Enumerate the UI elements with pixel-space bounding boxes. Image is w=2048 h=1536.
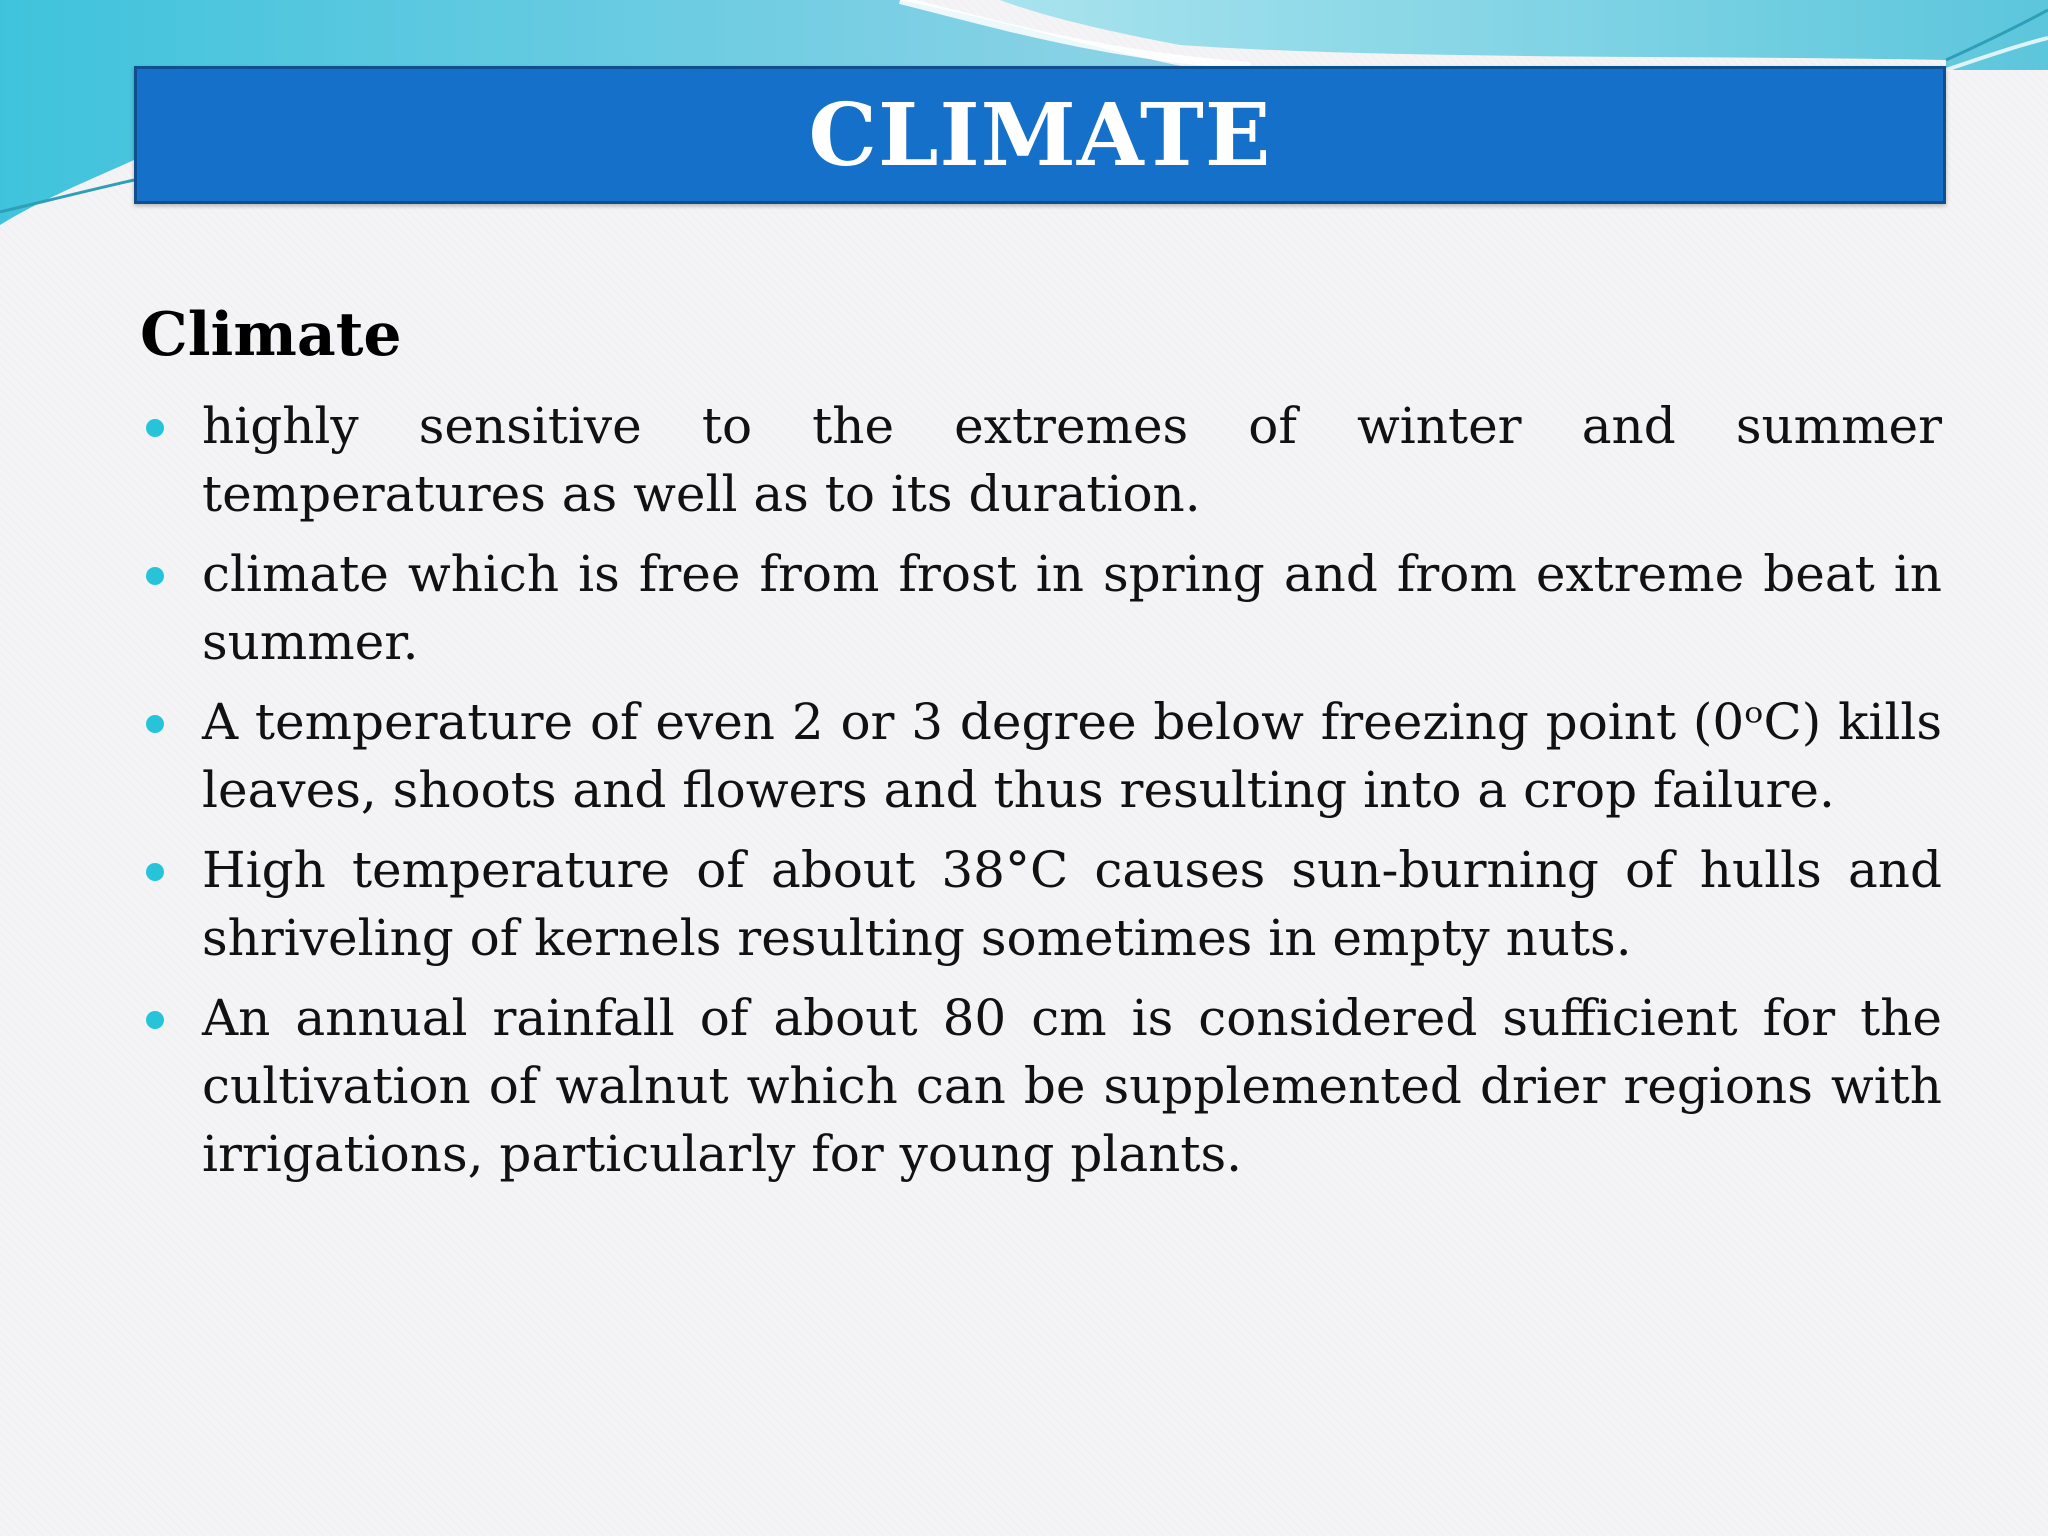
section-heading: Climate <box>140 300 402 370</box>
bullet-dot-icon <box>146 863 164 881</box>
bullet-text: A temperature of even 2 or 3 degree below freezing point (0ᵒC) kills leaves, shoots and flowers and thus resulting into a crop failure. <box>202 693 1942 819</box>
slide-title: CLIMATE <box>808 84 1272 186</box>
list-item <box>140 540 1942 676</box>
title-bar <box>134 66 1946 204</box>
list-item <box>140 836 1942 972</box>
bullet-text: High temperature of about 38°C causes sun-burning of hulls and shriveling of kernels resulting sometimes in empty nuts. <box>202 841 1942 967</box>
bullet-dot-icon <box>146 1011 164 1029</box>
list-item <box>140 688 1942 824</box>
bullet-text: climate which is free from frost in spring and from extreme beat in summer. <box>202 545 1942 671</box>
bullet-list <box>140 392 1942 1200</box>
bullet-dot-icon <box>146 419 164 437</box>
bullet-dot-icon <box>146 567 164 585</box>
list-item <box>140 392 1942 528</box>
bullet-text: highly sensitive to the extremes of winter and summer temperatures as well as to its duration. <box>202 397 1942 523</box>
list-item <box>140 984 1942 1188</box>
bullet-text: An annual rainfall of about 80 cm is considered sufficient for the cultivation of walnut which can be supplemented drier regions with irrigations, particularly for young plants. <box>202 989 1942 1183</box>
bullet-dot-icon <box>146 715 164 733</box>
